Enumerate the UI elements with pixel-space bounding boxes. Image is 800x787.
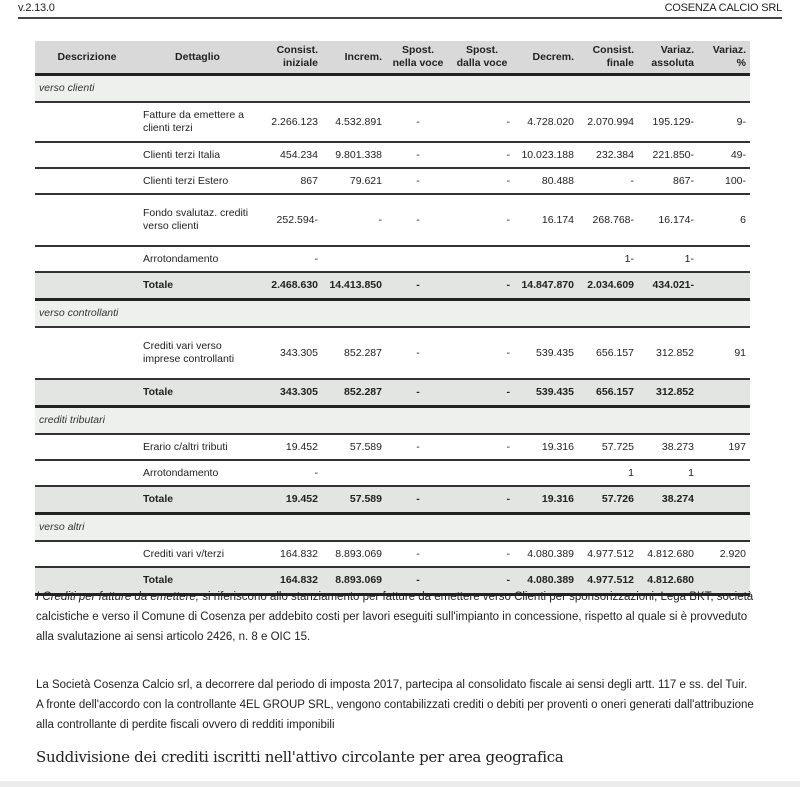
table-row [35,246,750,272]
dettaglio-cell: Fondo svalutaz. crediti verso clienti [139,194,256,246]
variaz-percent-cell: 91 [698,327,750,379]
consist-finale-cell: 268.768- [578,194,638,246]
variaz-assoluta-total-cell: 312.852 [638,379,698,407]
spost-nella-voce-cell [386,460,450,486]
table-row [35,327,750,379]
increm-cell: - [322,194,386,246]
dettaglio-cell: Fatture da emettere a clienti terzi [139,102,256,142]
spost-dalla-voce-cell [450,460,514,486]
variaz-assoluta-cell: 312.852 [638,327,698,379]
descrizione-cell [35,379,139,407]
dettaglio-cell: Clienti terzi Estero [139,168,256,194]
variaz-assoluta-cell: 4.812.680 [638,541,698,567]
increm-cell: 852.287 [322,327,386,379]
descrizione-cell [35,272,139,300]
consist-iniziale-cell: 867 [256,168,322,194]
column-header [514,41,578,75]
consist-finale-cell: 656.157 [578,327,638,379]
column-header-line1: Variaz. [660,44,694,56]
consist-finale-cell: 2.070.994 [578,102,638,142]
variaz-percent-cell: 197 [698,434,750,460]
descrizione-cell [35,102,139,142]
column-header-line1: Consist. [592,44,634,56]
group-row [35,300,750,328]
spost-nella-voce-cell: - [386,168,450,194]
column-header [638,41,698,75]
variaz-percent-cell: 2.920 [698,541,750,567]
spost-dalla-voce-cell [450,246,514,272]
version-label: v.2.13.0 [18,2,55,14]
spost-dalla-voce-total-cell: - [450,379,514,407]
group-row [35,407,750,435]
consist-iniziale-cell: 252.594- [256,194,322,246]
total-row [35,486,750,514]
table-row [35,541,750,567]
total-label: Totale [139,486,256,514]
total-label: Totale [139,272,256,300]
spost-nella-voce-total-cell: - [386,486,450,514]
decrem-cell [514,460,578,486]
increm-cell [322,246,386,272]
spost-dalla-voce-cell: - [450,194,514,246]
variaz-percent-total-cell [698,272,750,300]
variaz-assoluta-cell: 16.174- [638,194,698,246]
variaz-assoluta-total-cell: 38.274 [638,486,698,514]
variaz-assoluta-cell: 195.129- [638,102,698,142]
consist-finale-cell: 1 [578,460,638,486]
consist-finale-cell: - [578,168,638,194]
decrem-cell [514,246,578,272]
consist-finale-total-cell: 2.034.609 [578,272,638,300]
table-row [35,460,750,486]
group-label: verso controllanti [35,300,750,328]
crediti-table [35,41,750,596]
consist-iniziale-cell: - [256,246,322,272]
group-label: verso altri [35,514,750,542]
group-label: verso clienti [35,75,750,103]
variaz-percent-total-cell [698,379,750,407]
spost-dalla-voce-total-cell: - [450,272,514,300]
increm-cell: 8.893.069 [322,541,386,567]
column-header-line2: nella voce [392,57,444,69]
spost-dalla-voce-cell: - [450,434,514,460]
column-header [322,41,386,75]
spost-nella-voce-cell: - [386,194,450,246]
spost-nella-voce-cell: - [386,102,450,142]
descrizione-cell [35,142,139,168]
variaz-assoluta-total-cell: 4.812.680 [638,567,698,595]
consist-iniziale-total-cell: 2.468.630 [256,272,322,300]
table-header-row [35,41,750,75]
spost-dalla-voce-total-cell: - [450,567,514,595]
column-header [698,41,750,75]
decrem-cell: 4.080.389 [514,541,578,567]
variaz-assoluta-cell: 867- [638,168,698,194]
column-header-line1: Spost. [401,44,435,56]
descrizione-cell [35,327,139,379]
decrem-cell: 4.728.020 [514,102,578,142]
table-row [35,194,750,246]
consist-iniziale-cell: 19.452 [256,434,322,460]
group-row [35,75,750,103]
consist-finale-cell: 232.384 [578,142,638,168]
total-label: Totale [139,567,256,595]
table-row [35,434,750,460]
page-header [18,0,782,19]
increm-cell: 9.801.338 [322,142,386,168]
spost-nella-voce-total-cell: - [386,379,450,407]
consist-iniziale-cell: 164.832 [256,541,322,567]
consist-iniziale-cell: 343.305 [256,327,322,379]
column-header-line1: Spost. [465,44,499,56]
increm-total-cell: 57.589 [322,486,386,514]
dettaglio-cell: Crediti vari v/terzi [139,541,256,567]
column-header-line1: Dettaglio [175,50,220,63]
note-body: si riferiscono allo stanziamento per fatture da emettere verso Clienti per sponsorizzazioni, Lega BKT, società calcistiche e verso il Comune di Cosenza per addebito costi per lavori eseguiti sull'impianto in concessione, rispetto al quale si è provveduto alla svalutazione ai sensi articolo 2426, n. 8 e OIC 15. [36,591,754,643]
column-header-line1: Increm. [344,50,382,63]
increm-total-cell: 14.413.850 [322,272,386,300]
descrizione-cell [35,246,139,272]
decrem-cell: 539.435 [514,327,578,379]
consist-iniziale-cell: - [256,460,322,486]
dettaglio-cell: Arrotondamento [139,460,256,486]
spost-dalla-voce-cell: - [450,168,514,194]
column-header-line1: Descrizione [57,50,117,63]
note-fatture-da-emettere [36,587,756,647]
variaz-assoluta-cell: 1- [638,246,698,272]
column-header-line2: assoluta [651,57,694,69]
decrem-cell: 16.174 [514,194,578,246]
consist-iniziale-total-cell: 343.305 [256,379,322,407]
table-row [35,168,750,194]
spost-nella-voce-total-cell: - [386,272,450,300]
spost-dalla-voce-cell: - [450,541,514,567]
variaz-assoluta-cell: 38.273 [638,434,698,460]
decrem-cell: 10.023.188 [514,142,578,168]
descrizione-cell [35,460,139,486]
column-header-line2: iniziale [282,57,318,69]
decrem-cell: 19.316 [514,434,578,460]
column-header-line1: Consist. [276,44,318,56]
column-header-line1: Decrem. [532,50,574,63]
variaz-assoluta-total-cell: 434.021- [638,272,698,300]
consist-finale-cell: 4.977.512 [578,541,638,567]
variaz-percent-cell: 49- [698,142,750,168]
column-header-line2: dalla voce [456,57,508,69]
table-row [35,142,750,168]
dettaglio-cell: Clienti terzi Italia [139,142,256,168]
increm-cell: 57.589 [322,434,386,460]
increm-total-cell: 852.287 [322,379,386,407]
column-header [578,41,638,75]
descrizione-cell [35,486,139,514]
variaz-percent-cell [698,246,750,272]
decrem-total-cell: 539.435 [514,379,578,407]
spost-nella-voce-cell: - [386,327,450,379]
consist-finale-total-cell: 656.157 [578,379,638,407]
increm-cell: 4.532.891 [322,102,386,142]
spost-nella-voce-cell: - [386,541,450,567]
table-row [35,102,750,142]
decrem-total-cell: 4.080.389 [514,567,578,595]
descrizione-cell [35,541,139,567]
descrizione-cell [35,434,139,460]
dettaglio-cell: Erario c/altri tributi [139,434,256,460]
page-bottom-edge [0,781,800,787]
column-header [450,41,514,75]
dettaglio-cell: Crediti vari verso imprese controllanti [139,327,256,379]
spost-nella-voce-cell [386,246,450,272]
column-header-line2: % [736,57,746,69]
column-header [256,41,322,75]
variaz-percent-cell: 9- [698,102,750,142]
decrem-cell: 80.488 [514,168,578,194]
column-header [386,41,450,75]
consist-iniziale-total-cell: 164.832 [256,567,322,595]
spost-dalla-voce-cell: - [450,102,514,142]
total-row [35,272,750,300]
dettaglio-cell: Arrotondamento [139,246,256,272]
group-label: crediti tributari [35,407,750,435]
column-header-line1: Variaz. [712,44,746,56]
column-header [35,41,139,75]
spost-nella-voce-total-cell: - [386,567,450,595]
section-title: Suddivisione dei crediti iscritti nell'attivo circolante per area geografica [36,748,564,766]
decrem-total-cell: 14.847.870 [514,272,578,300]
total-row [35,379,750,407]
consist-iniziale-cell: 454.234 [256,142,322,168]
increm-total-cell: 8.893.069 [322,567,386,595]
note-italic-lead: I Crediti per fatture da emettere, [36,591,199,603]
note-consolidato-fiscale: La Società Cosenza Calcio srl, a decorrere dal periodo di imposta 2017, partecipa al consolidato fiscale ai sensi degli artt. 117 e ss. del Tuir. A fronte dell'accordo con la controllante 4EL GROUP SRL, vengono contabilizzati crediti o debiti per proventi o oneri generati dall'attribuzione alla controllante di perdite fiscali ovvero di redditi imponibili [36,679,754,731]
consist-finale-total-cell: 57.726 [578,486,638,514]
total-label: Totale [139,379,256,407]
column-header-line2: finale [606,57,634,69]
spost-dalla-voce-cell: - [450,142,514,168]
spost-nella-voce-cell: - [386,434,450,460]
consist-finale-cell: 1- [578,246,638,272]
spost-nella-voce-cell: - [386,142,450,168]
descrizione-cell [35,168,139,194]
spost-dalla-voce-total-cell: - [450,486,514,514]
consist-finale-total-cell: 4.977.512 [578,567,638,595]
group-row [35,514,750,542]
spost-dalla-voce-cell: - [450,327,514,379]
descrizione-cell [35,194,139,246]
variaz-percent-cell: 6 [698,194,750,246]
column-header [139,41,256,75]
consist-finale-cell: 57.725 [578,434,638,460]
consist-iniziale-total-cell: 19.452 [256,486,322,514]
company-name: COSENZA CALCIO SRL [664,2,782,14]
variaz-assoluta-cell: 1 [638,460,698,486]
decrem-total-cell: 19.316 [514,486,578,514]
variaz-percent-total-cell [698,486,750,514]
variaz-assoluta-cell: 221.850- [638,142,698,168]
increm-cell [322,460,386,486]
consist-iniziale-cell: 2.266.123 [256,102,322,142]
increm-cell: 79.621 [322,168,386,194]
variaz-percent-cell [698,460,750,486]
variaz-percent-cell: 100- [698,168,750,194]
